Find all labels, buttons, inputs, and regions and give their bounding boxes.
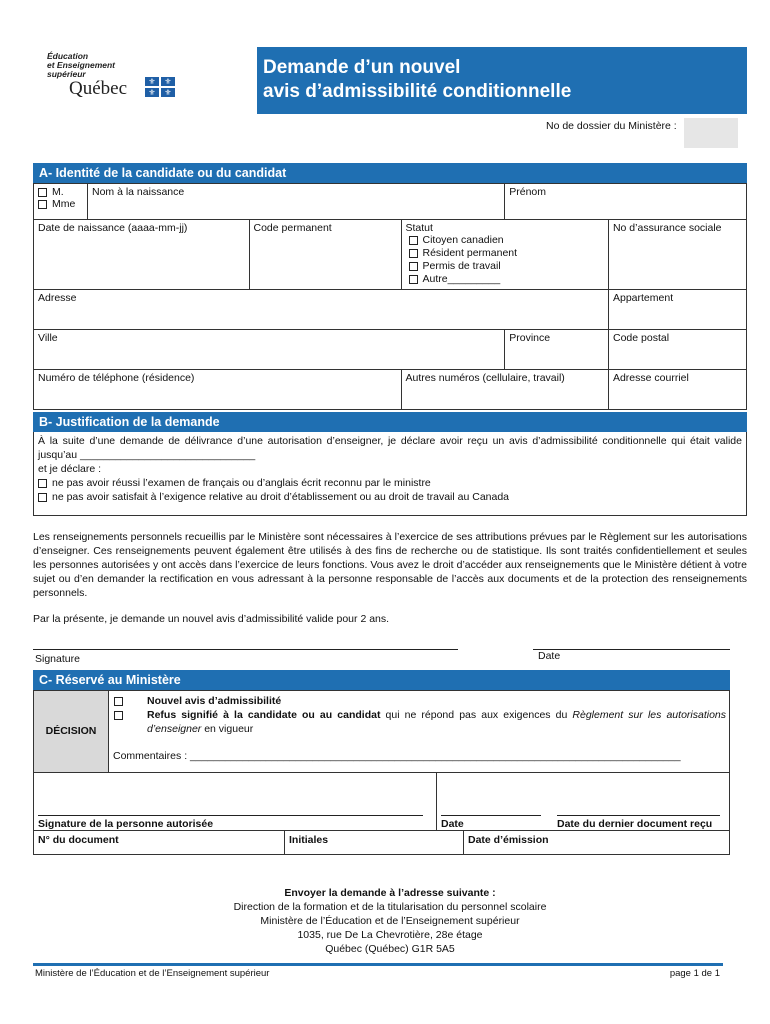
city-field[interactable]: Ville: [34, 330, 505, 370]
logo-line-2: et Enseignement: [47, 60, 116, 70]
send-line-1: Direction de la formation et de la titularisation du personnel scolaire: [233, 901, 547, 913]
mrs-checkbox[interactable]: [38, 200, 47, 209]
birth-date-field[interactable]: Date de naissance (aaaa-mm-jj): [34, 220, 250, 290]
identity-table: [33, 183, 747, 410]
permanent-code-field[interactable]: Code permanent: [249, 220, 401, 290]
date-label: Date: [538, 650, 561, 662]
status-option-other[interactable]: Autre_________: [409, 273, 604, 286]
form-title: [257, 47, 747, 114]
c-divider-3: [463, 830, 464, 855]
justification-intro: À la suite d’une demande de délivrance d’une autorisation d’enseigner, je déclare avoir reçu un avis d’admissibilité conditionnelle qui était valide jusqu’au ______________________________: [38, 435, 742, 461]
comments-field[interactable]: Commentaires : ____________________________________________________________________________________: [113, 750, 681, 762]
province-field[interactable]: Province: [505, 330, 609, 370]
quebec-wordmark: Québec: [69, 78, 128, 99]
auth-signature-label: Signature de la personne autorisée: [38, 818, 214, 830]
auth-date-line[interactable]: [441, 815, 541, 816]
logo-line-3: supérieur: [47, 69, 86, 79]
footer-bar: [33, 963, 723, 966]
send-heading: Envoyer la demande à l’adresse suivante :: [284, 887, 496, 899]
status-option-work-permit[interactable]: Permis de travail: [409, 260, 604, 273]
c-divider-1: [436, 772, 437, 830]
privacy-notice: Les renseignements personnels recueillis par le Ministère sont nécessaires à l’exercice de ses attributions prévues par le Règlement sur les autorisations d’enseigner. Ces renseignements peuvent également être utilisés à des fins de recherche ou de statistique. Ils sont traités confidentiellement et seules les personnes autorisées y ont accès dans l’exercice de leurs fonctions. Vous avez le droit d’accéder aux renseignements que le Ministère détient à votre sujet ou d’en demander la rectification en vous adressant à la personne responsable de l’accès aux documents et de la protection des renseignements personnels.: [33, 531, 747, 599]
decision-option-new[interactable]: Nouvel avis d’admissibilité: [114, 694, 726, 708]
quebec-flag-icon: ⚜ ⚜ ⚜ ⚜: [145, 77, 175, 97]
last-doc-date-label: Date du dernier document reçu: [557, 818, 713, 830]
mr-option[interactable]: M.: [38, 186, 83, 198]
send-line-2: Ministère de l’Éducation et de l’Enseignement supérieur: [260, 915, 520, 927]
email-field[interactable]: Adresse courriel: [608, 370, 746, 410]
doc-number-field[interactable]: N° du document: [38, 834, 119, 846]
decision-label: DÉCISION: [34, 691, 108, 772]
c-divider-2: [284, 830, 285, 855]
section-b-heading: B- Justification de la demande: [33, 412, 747, 432]
section-c-heading: C- Réservé au Ministère: [33, 670, 730, 690]
mr-checkbox[interactable]: [38, 188, 47, 197]
request-statement: Par la présente, je demande un nouvel avis d’admissibilité valide pour 2 ans.: [33, 613, 390, 625]
status-field: Statut Citoyen canadien Résident permanent Permis de travail Autre_________: [401, 220, 608, 290]
section-a-heading: A- Identité de la candidate ou du candidat: [33, 163, 747, 183]
other-numbers-field[interactable]: Autres numéros (cellulaire, travail): [401, 370, 608, 410]
title-line-2: avis d’admissibilité conditionnelle: [263, 81, 572, 102]
auth-date-label: Date: [441, 818, 464, 830]
ministry-logo-text: [47, 52, 115, 79]
signature-line[interactable]: [33, 649, 458, 650]
sin-field[interactable]: No d’assurance sociale: [608, 220, 746, 290]
status-option-resident[interactable]: Résident permanent: [409, 247, 604, 260]
issue-date-field[interactable]: Date d’émission: [468, 834, 549, 846]
date-line[interactable]: [533, 649, 730, 650]
title-line-1: Demande d’un nouvel: [263, 57, 461, 78]
footer-ministry: Ministère de l’Éducation et de l’Enseignement supérieur: [35, 968, 270, 979]
last-doc-date-line[interactable]: [557, 815, 720, 816]
send-address: [33, 886, 747, 956]
first-name-field[interactable]: Prénom: [505, 184, 747, 220]
justification-item-1[interactable]: ne pas avoir réussi l’examen de français ou d’anglais écrit reconnu par le ministre: [38, 476, 742, 490]
mrs-option[interactable]: Mme: [38, 198, 83, 210]
initials-field[interactable]: Initiales: [289, 834, 329, 846]
birth-name-field[interactable]: Nom à la naissance: [88, 184, 505, 220]
title-checkboxes: [34, 184, 88, 220]
decision-bottom-line: [33, 772, 730, 773]
signature-label: Signature: [35, 653, 80, 665]
dossier-label: No de dossier du Ministère :: [546, 120, 677, 132]
status-option-citizen[interactable]: Citoyen canadien: [409, 234, 604, 247]
send-line-4: Québec (Québec) G1R 5A5: [325, 943, 455, 955]
decision-divider: [108, 690, 109, 772]
logo-line-1: Éducation: [47, 51, 89, 61]
justification-item-2[interactable]: ne pas avoir satisfait à l’exigence relative au droit d’établissement ou au droit de travail au Canada: [38, 490, 742, 504]
dossier-number-field[interactable]: [684, 118, 738, 148]
postal-code-field[interactable]: Code postal: [609, 330, 747, 370]
page-number: page 1 de 1: [669, 968, 720, 979]
home-phone-field[interactable]: Numéro de téléphone (résidence): [34, 370, 402, 410]
decision-options: [114, 694, 726, 736]
send-line-3: 1035, rue De La Chevrotière, 28e étage: [297, 929, 483, 941]
apartment-field[interactable]: Appartement: [609, 290, 747, 330]
decision-option-refusal[interactable]: Refus signifié à la candidate ou au candidat qui ne répond pas aux exigences du Règlement sur les autorisations d’enseigner en vigueur: [114, 708, 726, 736]
declare-label: et je déclare :: [38, 463, 102, 475]
justification-box: [33, 432, 747, 516]
c-row-line: [33, 830, 730, 831]
auth-signature-line[interactable]: [38, 815, 423, 816]
address-field[interactable]: Adresse: [34, 290, 609, 330]
